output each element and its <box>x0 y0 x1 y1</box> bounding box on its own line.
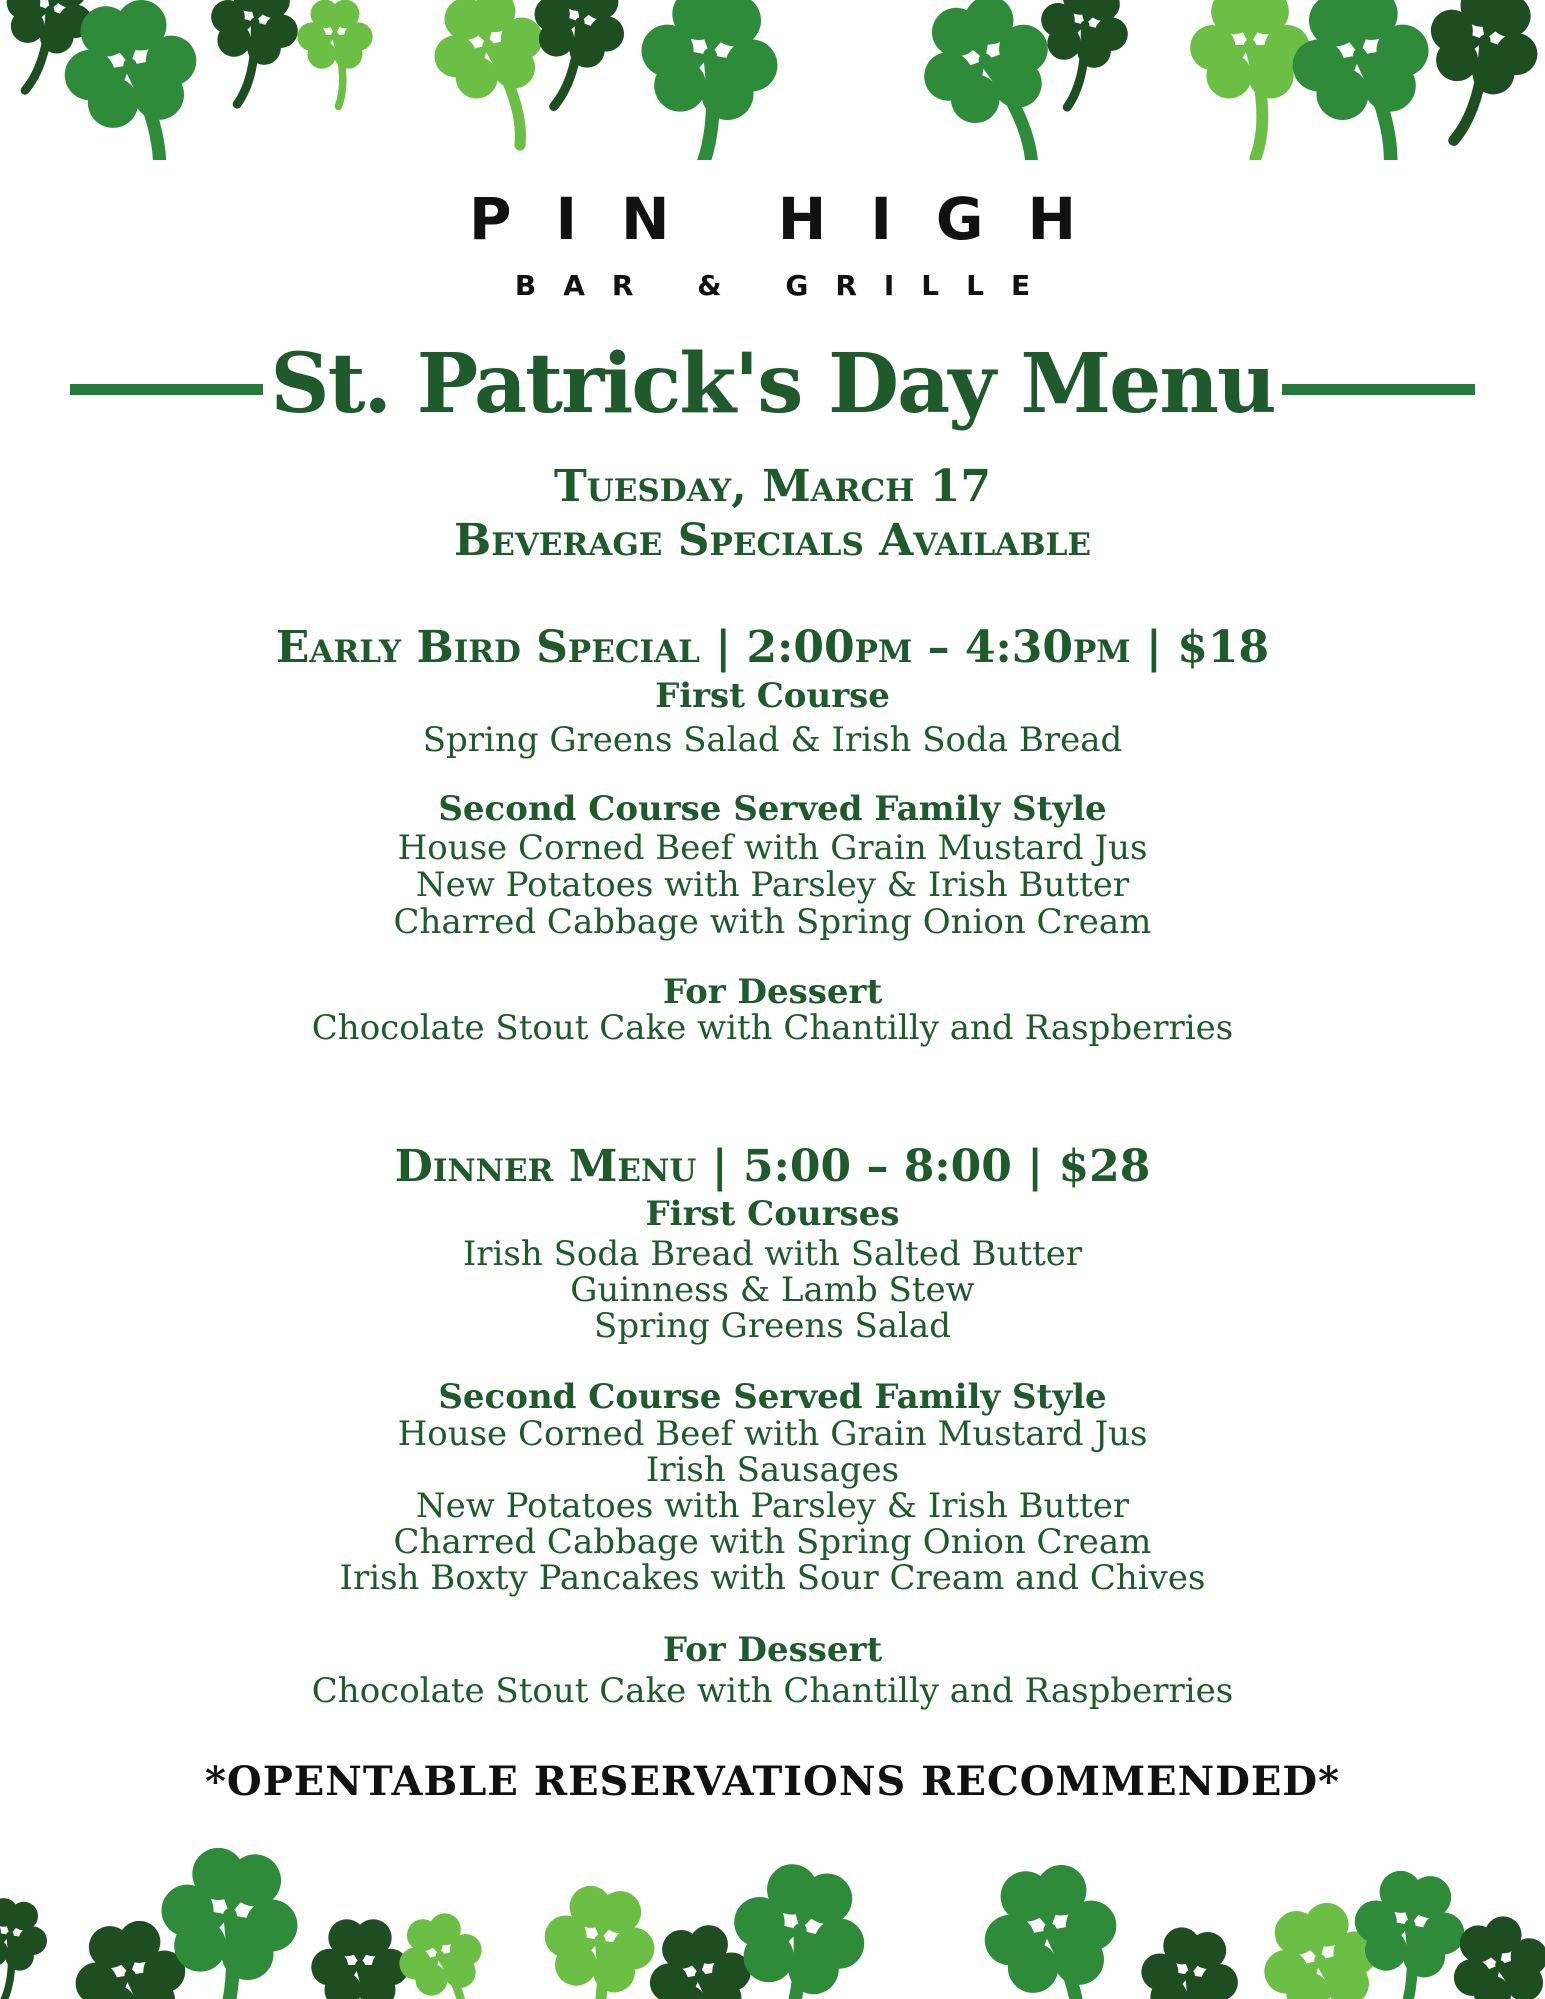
menu-item: New Potatoes with Parsley & Irish Butter <box>415 865 1130 905</box>
dinner-dessert-label: For Dessert <box>662 1630 883 1670</box>
early-bird-dessert-label: For Dessert <box>662 972 883 1012</box>
dinner-heading: Dinner Menu | 5:00 – 8:00 | $28 <box>394 1141 1151 1192</box>
title-rule-left <box>70 384 263 395</box>
shamrock-border-top <box>0 0 1545 160</box>
menu-item: Spring Greens Salad <box>594 1306 951 1346</box>
menu-item: Guinness & Lamb Stew <box>570 1270 975 1310</box>
dinner-second-course-label: Second Course Served Family Style <box>438 1377 1107 1417</box>
shamrock-icon <box>1397 0 1545 158</box>
menu-title: St. Patrick's Day Menu <box>270 336 1275 432</box>
menu-item: Irish Boxty Pancakes with Sour Cream and Chives <box>339 1558 1206 1598</box>
menu-item: Charred Cabbage with Spring Onion Cream <box>393 1522 1152 1562</box>
shamrock-icon <box>974 1857 1138 1999</box>
shamrock-border-bottom <box>0 1835 1545 1999</box>
shamrock-icon <box>389 1906 501 1999</box>
shamrock-icon <box>527 1879 663 1999</box>
early-bird-second-course-label: Second Course Served Family Style <box>438 789 1107 829</box>
shamrock-icon <box>297 0 372 106</box>
menu-item: Irish Sausages <box>645 1450 900 1490</box>
logo-name: PIN HIGH <box>468 185 1121 253</box>
early-bird-heading: Early Bird Special | 2:00pm – 4:30pm | $18 <box>275 622 1270 673</box>
early-bird-first-course-label: First Course <box>655 676 890 716</box>
menu-item: House Corned Beef with Grain Mustard Jus <box>397 828 1148 868</box>
shamrock-icon <box>0 1894 53 1999</box>
menu-item: Spring Greens Salad & Irish Soda Bread <box>422 720 1123 760</box>
dinner-first-courses-label: First Courses <box>645 1194 900 1234</box>
title-rule-right <box>1282 384 1475 395</box>
shamrock-icon <box>1126 1921 1246 1999</box>
shamrock-icon <box>620 0 789 160</box>
menu-item: House Corned Beef with Grain Mustard Jus <box>397 1414 1148 1454</box>
reservation-note: *OPENTABLE RESERVATIONS RECOMMENDED* <box>204 1758 1341 1805</box>
shamrock-icon <box>1190 0 1310 158</box>
logo-subtitle: BAR & GRILLE <box>514 269 1058 302</box>
beverage-line: Beverage Specials Available <box>454 515 1091 566</box>
date-line: Tuesday, March 17 <box>554 461 991 512</box>
menu-item: New Potatoes with Parsley & Irish Butter <box>415 1486 1130 1526</box>
menu-item: Charred Cabbage with Spring Onion Cream <box>393 902 1152 942</box>
menu-item: Chocolate Stout Cake with Chantilly and Raspberries <box>311 1671 1234 1711</box>
shamrock-icon <box>190 0 308 115</box>
shamrock-icon <box>1281 0 1450 160</box>
menu-item: Irish Soda Bread with Salted Butter <box>462 1234 1083 1274</box>
shamrock-icon <box>311 1919 408 1999</box>
menu-item: Chocolate Stout Cake with Chantilly and Raspberries <box>311 1008 1234 1048</box>
